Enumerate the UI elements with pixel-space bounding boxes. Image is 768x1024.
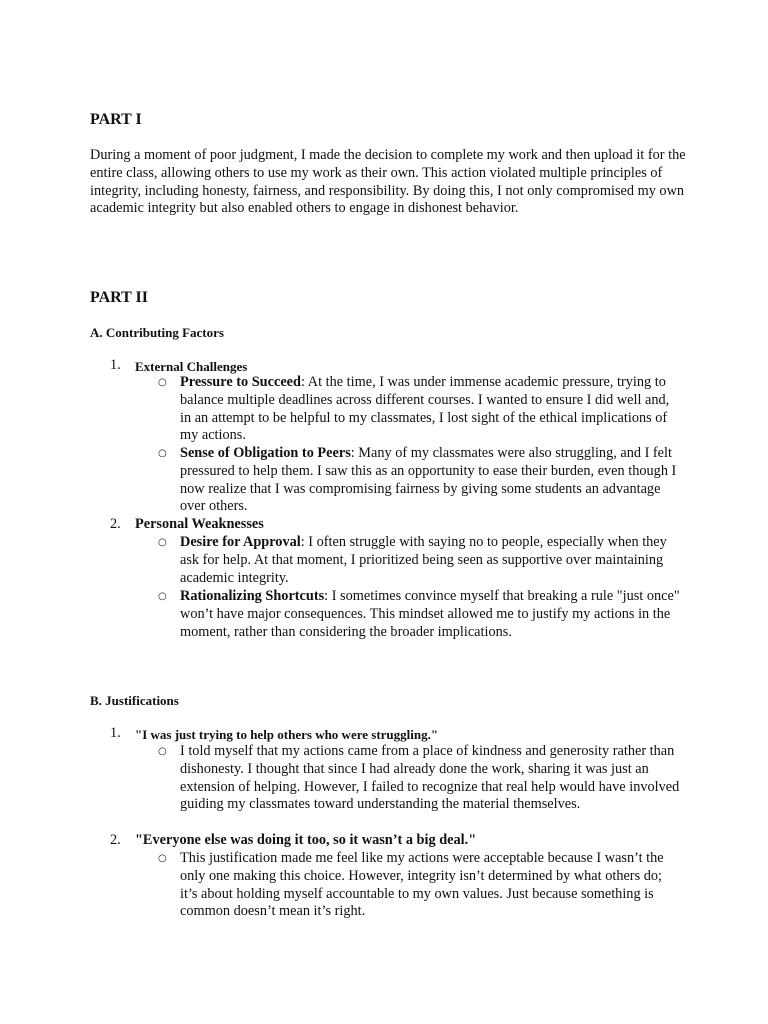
term-description: : I often struggle with saying no to people, especially when they ask for help. At that moment, I prioritized being seen as supportive over maintaining academic integrity.: [180, 534, 667, 586]
list-number: 2.: [110, 832, 121, 848]
list-item-label: "I was just trying to help others who were struggling.": [135, 727, 439, 742]
list-number: 2.: [110, 516, 121, 532]
circle-bullet-icon: ○: [158, 591, 167, 602]
term-description: : Many of my classmates were also struggling, and I felt pressured to help them. I saw this as an opportunity to ease their burden, even though I now realize that I was compromising fairness by giving some students an advantage over others.: [180, 445, 677, 515]
sub-list-item-text: [180, 588, 682, 641]
list-number: 1.: [110, 725, 121, 741]
circle-bullet-icon: ○: [158, 853, 167, 864]
term-label: Desire for Approval: [180, 534, 301, 550]
contributing-factors-heading: A. Contributing Factors: [90, 325, 224, 340]
sub-list-item-text: [180, 374, 682, 445]
circle-bullet-icon: ○: [158, 448, 167, 459]
sub-list-item-text: I told myself that my actions came from a place of kindness and generosity rather than dishonesty. I thought that since I had already done the work, sharing it was just an extension of helping. However, I failed to recognize that real help would have involved guiding my classmates toward understanding the material themselves.: [180, 743, 680, 813]
justifications-heading: B. Justifications: [90, 693, 179, 708]
circle-bullet-icon: ○: [158, 746, 167, 757]
term-description: : I sometimes convince myself that breaking a rule "just once" won’t have major consequences. This mindset allowed me to justify my actions in the moment, rather than considering the broader implications.: [180, 588, 680, 640]
term-label: Rationalizing Shortcuts: [180, 588, 325, 604]
list-item-label: "Everyone else was doing it too, so it wasn’t a big deal.": [135, 832, 477, 848]
sub-list-item-text: [180, 445, 682, 516]
part-one-heading: PART I: [90, 111, 142, 128]
term-label: Pressure to Succeed: [180, 374, 301, 390]
sub-list-item-text: [180, 534, 682, 587]
list-item-label: External Challenges: [135, 359, 248, 374]
circle-bullet-icon: ○: [158, 377, 167, 388]
list-item-label: Personal Weaknesses: [135, 516, 264, 532]
term-description: : At the time, I was under immense academic pressure, trying to balance multiple deadlines across different courses. I wanted to ensure I did well and, in an attempt to be helpful to my classmates, I lost sight of the ethical implications of my actions.: [180, 374, 670, 444]
term-label: Sense of Obligation to Peers: [180, 445, 351, 461]
list-number: 1.: [110, 357, 121, 373]
sub-list-item-text: This justification made me feel like my actions were acceptable because I wasn’t the only one making this choice. However, integrity isn’t determined by what others do; it’s about holding myself accountable to my own values. Just because something is common doesn’t mean it’s right.: [180, 850, 664, 920]
part-one-paragraph: During a moment of poor judgment, I made the decision to complete my work and then upload it for the entire class, allowing others to use my work as their own. This action violated multiple principles of integrity, including honesty, fairness, and responsibility. By doing this, I not only compromised my own academic integrity but also enabled others to engage in dishonest behavior.: [90, 147, 686, 217]
part-two-heading: PART II: [90, 289, 148, 306]
circle-bullet-icon: ○: [158, 537, 167, 548]
